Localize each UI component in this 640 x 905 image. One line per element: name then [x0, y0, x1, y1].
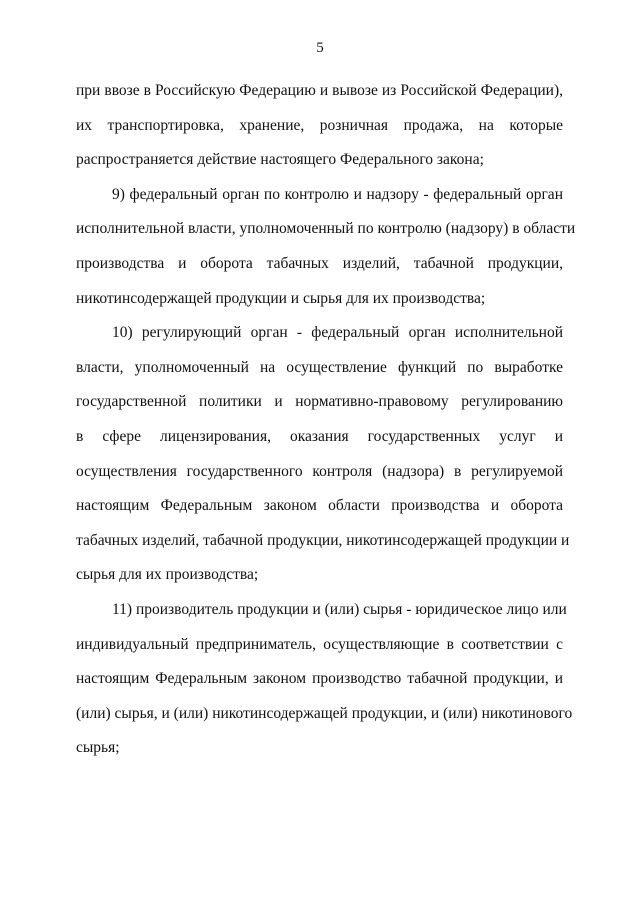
paragraph-continuation: [76, 74, 563, 178]
text-line: 9) федеральный орган по контролю и надзору - федеральный орган: [112, 185, 563, 203]
text-line: в сфере лицензирования, оказания государственных услуг и: [76, 427, 563, 445]
text-line: настоящим Федеральным законом области производства и оборота: [76, 497, 563, 515]
text-line: исполнительной власти, уполномоченный по контролю (надзору) в области: [76, 220, 576, 238]
text-line: производства и оборота табачных изделий, табачной продукции,: [76, 254, 563, 272]
text-line: настоящим Федеральным законом производство табачной продукции, и: [76, 670, 563, 688]
text-line: осуществления государственного контроля (надзора) в регулируемой: [76, 462, 563, 480]
text-line: сырья;: [76, 739, 120, 757]
document-body: [76, 74, 576, 766]
text-line: (или) сырья, и (или) никотинсодержащей продукции, и (или) никотинового: [76, 704, 573, 722]
text-line: распространяется действие настоящего Федерального закона;: [76, 151, 484, 169]
page-number: 5: [316, 40, 324, 56]
text-line: индивидуальный предприниматель, осуществляющие в соответствии с: [76, 635, 563, 653]
text-line: их транспортировка, хранение, розничная продажа, на которые: [76, 116, 563, 134]
text-line: 11) производитель продукции и (или) сырья - юридическое лицо или: [112, 600, 567, 618]
text-line: табачных изделий, табачной продукции, никотинсодержащей продукции и: [76, 531, 570, 549]
paragraph-item-10: [76, 316, 570, 593]
text-line: 10) регулирующий орган - федеральный орган исполнительной: [112, 324, 563, 342]
text-line: власти, уполномоченный на осуществление функций по выработке: [76, 358, 563, 376]
text-line: никотинсодержащей продукции и сырья для их производства;: [76, 289, 486, 307]
paragraph-item-9: [76, 178, 576, 316]
text-line: государственной политики и нормативно-правовому регулированию: [76, 393, 563, 411]
text-line: сырья для их производства;: [76, 566, 259, 584]
paragraph-item-11: [76, 593, 573, 766]
text-line: при ввозе в Российскую Федерацию и вывозе из Российской Федерации),: [76, 82, 563, 99]
